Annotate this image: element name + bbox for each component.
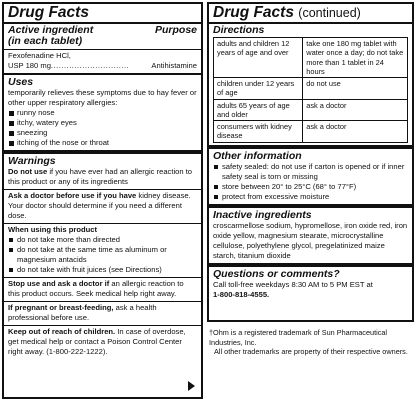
warnings-section — [4, 150, 201, 359]
ingredient-strength-text: USP 180 mg — [8, 61, 51, 71]
keep-out-label: Keep out of reach of children. — [8, 327, 116, 337]
table-row — [214, 121, 408, 143]
divider — [4, 223, 201, 224]
trademark-line: All other trademarks are property of their respective owners. — [214, 347, 408, 357]
do-not-use-body: if you have ever had an allergic reaction to this product or any of its ingredients — [8, 167, 193, 187]
table-cell: take one 180 mg tablet with water once a day; do not take more than 1 tablet in 24 hours — [303, 38, 408, 78]
questions-text: Call toll-free weekdays 8:30 AM to 5 PM EST at — [213, 279, 373, 289]
table-cell: do not use — [303, 78, 408, 100]
purpose-value: Antihistamine — [151, 61, 197, 71]
active-ingredient-heading: Active ingredient — [8, 24, 94, 36]
pregnant-label: If pregnant or breast-feeding, — [8, 303, 114, 313]
stop-use-label: Stop use and ask a doctor if — [8, 279, 110, 289]
drug-facts-left-panel — [2, 2, 203, 399]
purpose-heading: Purpose — [154, 24, 197, 36]
keep-out-body: In case of overdose, get medical help or contact a Poison Control Center right away. (1-800-222-1222). — [8, 327, 186, 357]
uses-intro: temporarily relieves these symptoms due to hay fever or other upper respiratory allergies: — [8, 88, 197, 108]
directions-section — [209, 22, 412, 145]
other-information-section — [209, 145, 412, 204]
ask-doctor-text — [8, 191, 197, 221]
stop-use-text — [8, 279, 197, 299]
do-not-use-text — [8, 167, 197, 187]
table-cell: children under 12 years of age — [214, 78, 303, 100]
phone-number: 1-800-818-4555. — [213, 289, 270, 299]
list-item: itching of the nose or throat — [8, 138, 197, 148]
divider — [4, 325, 201, 326]
list-item: sneezing — [8, 128, 197, 138]
list-item: store between 20° to 25°C (68° to 77°F) — [213, 182, 408, 192]
table-cell: ask a doctor — [303, 121, 408, 143]
divider — [4, 301, 201, 302]
list-item: do not take more than directed — [8, 235, 197, 245]
ask-doctor-body: kidney disease. Your doctor should determine if you need a different dose. — [8, 191, 191, 221]
drug-facts-title-text: Drug Facts — [213, 4, 294, 21]
continued-label: (continued) — [298, 6, 361, 20]
list-item: do not take at the same time as aluminum or magnesium antacids — [8, 245, 197, 265]
pregnant-body: ask a health professional before use. — [8, 303, 157, 323]
other-information-list — [213, 162, 408, 202]
questions-section — [209, 263, 412, 302]
active-ingredient-section — [4, 22, 201, 73]
drug-facts-continued-title — [209, 4, 412, 22]
inactive-ingredients-text: croscarmellose sodium, hypromellose, iron oxide red, iron oxide yellow, magnesium stearate, microcrystalline cellulose, polyethylene glycol, pregelatinized maize starch, titanium dioxide — [213, 220, 408, 260]
inactive-ingredients-heading: Inactive ingredients — [213, 208, 312, 221]
trademark-line: †Ohm is a registered trademark of Sun Pharmaceutical Industries, Inc. — [209, 328, 388, 347]
table-cell: adults 65 years of age and older — [214, 99, 303, 121]
table-cell: consumers with kidney disease — [214, 121, 303, 143]
divider — [4, 189, 201, 190]
ingredient-strength — [8, 61, 129, 71]
uses-heading: Uses — [8, 76, 34, 89]
table-cell: ask a doctor — [303, 99, 408, 121]
directions-heading: Directions — [213, 24, 265, 36]
other-information-heading: Other information — [213, 149, 302, 162]
drug-facts-right-panel — [207, 2, 414, 322]
drug-facts-title: Drug Facts — [8, 4, 89, 21]
list-item: runny nose — [8, 108, 197, 118]
do-not-use-label: Do not use — [8, 167, 48, 177]
stop-use-body: an allergic reaction to this product occurs. Seek medical help right away. — [8, 279, 184, 299]
keep-out-text — [8, 327, 197, 357]
trademark-footnote — [207, 328, 414, 357]
list-item: safety sealed: do not use if carton is opened or if inner safety seal is torn or missing — [213, 162, 408, 182]
table-row — [214, 78, 408, 100]
active-ingredient-subheading: (in each tablet) — [8, 35, 83, 47]
questions-heading: Questions or comments? — [213, 267, 340, 280]
ingredient-row — [8, 61, 197, 71]
when-using-heading: When using this product — [8, 225, 98, 235]
table-row — [214, 99, 408, 121]
leader-dots: .............................. — [50, 61, 130, 71]
list-item: do not take with fruit juices (see Directions) — [8, 265, 197, 275]
continue-arrow-icon — [188, 381, 195, 391]
list-item: protect from excessive moisture — [213, 192, 408, 202]
divider — [4, 277, 201, 278]
ask-doctor-label: Ask a doctor before use if you have — [8, 191, 137, 201]
inactive-ingredients-section — [209, 204, 412, 263]
uses-list — [8, 108, 197, 148]
drug-facts-label — [2, 2, 414, 400]
table-cell: adults and children 12 years of age and over — [214, 38, 303, 78]
list-item: itchy, watery eyes — [8, 118, 197, 128]
uses-section — [4, 73, 201, 150]
divider — [4, 49, 201, 50]
pregnant-text — [8, 303, 197, 323]
directions-table — [213, 37, 408, 143]
ingredient-name: Fexofenadine HCl, — [8, 51, 71, 60]
table-row — [214, 38, 408, 78]
warnings-heading: Warnings — [8, 155, 56, 168]
when-using-list — [8, 235, 197, 275]
